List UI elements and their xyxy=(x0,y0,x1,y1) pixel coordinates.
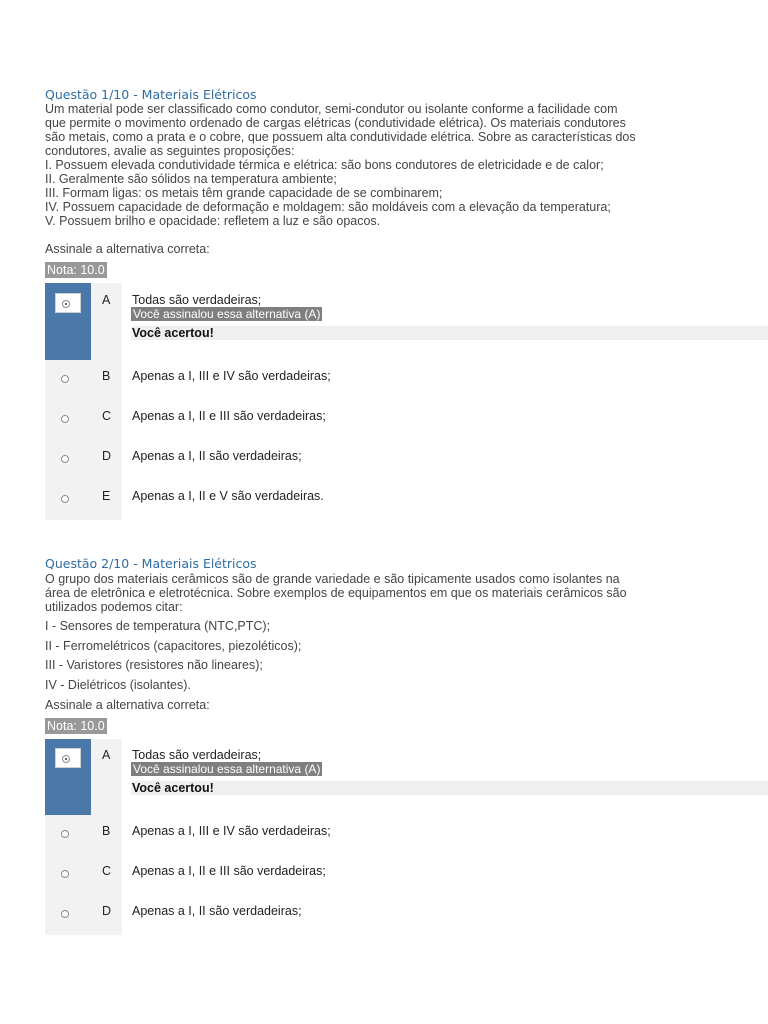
question-1-option-d-text[interactable]: Apenas a I, II são verdadeiras; xyxy=(132,449,302,463)
question-1-option-a-text[interactable]: Todas são verdadeiras; xyxy=(132,293,262,307)
radio-unchecked-icon xyxy=(61,870,69,878)
option-letter: D xyxy=(102,449,112,463)
question-2-selected-notice: Você assinalou essa alternativa (A) xyxy=(133,762,321,776)
question-2-grade-badge: Nota: 10.0 xyxy=(47,719,105,733)
question-1-option-e-radio[interactable] xyxy=(55,489,79,509)
option-letter: C xyxy=(102,409,112,423)
radio-checked-icon xyxy=(62,300,70,308)
option-letter: B xyxy=(102,824,111,838)
radio-unchecked-icon xyxy=(61,495,69,503)
question-2-statement xyxy=(45,572,665,614)
question-2-option-c-radio[interactable] xyxy=(55,864,79,884)
question-1-selected-notice: Você assinalou essa alternativa (A) xyxy=(133,307,321,321)
question-1-statement xyxy=(45,102,665,228)
question-2-item: III - Varistores (resistores não lineares); xyxy=(45,658,263,672)
option-letter: D xyxy=(102,904,112,918)
statement-line: são metais, como a prata e o cobre, que possuem alta condutividade elétrica. Sobre as características dos xyxy=(45,130,636,144)
statement-line: O grupo dos materiais cerâmicos são de grande variedade e são tipicamente usados como isolantes na xyxy=(45,572,620,586)
question-1-grade-badge: Nota: 10.0 xyxy=(47,263,105,277)
radio-unchecked-icon xyxy=(61,910,69,918)
radio-unchecked-icon xyxy=(61,375,69,383)
question-2-option-a-text[interactable]: Todas são verdadeiras; xyxy=(132,748,262,762)
question-2-title: Questão 2/10 - Materiais Elétricos xyxy=(45,556,257,571)
statement-line: condutores, avalie as seguintes proposições: xyxy=(45,144,295,158)
question-2-option-d-radio[interactable] xyxy=(55,904,79,924)
question-2-feedback: Você acertou! xyxy=(132,781,214,795)
question-2-prompt: Assinale a alternativa correta: xyxy=(45,698,210,712)
radio-unchecked-icon xyxy=(61,455,69,463)
statement-line: IV. Possuem capacidade de deformação e moldagem: são moldáveis com a elevação da temperatura; xyxy=(45,200,611,214)
question-1-option-c-radio[interactable] xyxy=(55,409,79,429)
question-1-option-b-radio[interactable] xyxy=(55,369,79,389)
statement-line: III. Formam ligas: os metais têm grande capacidade de se combinarem; xyxy=(45,186,443,200)
question-2-option-d-text[interactable]: Apenas a I, II são verdadeiras; xyxy=(132,904,302,918)
question-2-option-c-text[interactable]: Apenas a I, II e III são verdadeiras; xyxy=(132,864,326,878)
statement-line: que permite o movimento ordenado de cargas elétricas (condutividade elétrica). Os materiais condutores xyxy=(45,116,626,130)
question-1-option-d-radio[interactable] xyxy=(55,449,79,469)
radio-unchecked-icon xyxy=(61,830,69,838)
feedback-bar xyxy=(131,781,768,795)
question-2-option-b-radio[interactable] xyxy=(55,824,79,844)
question-1-option-e-text[interactable]: Apenas a I, II e V são verdadeiras. xyxy=(132,489,324,503)
statement-line: V. Possuem brilho e opacidade: refletem a luz e são opacos. xyxy=(45,214,381,228)
question-2-option-a-radio[interactable] xyxy=(55,748,81,768)
question-1-option-c-text[interactable]: Apenas a I, II e III são verdadeiras; xyxy=(132,409,326,423)
option-letter: E xyxy=(102,489,111,503)
radio-checked-icon xyxy=(62,755,70,763)
radio-unchecked-icon xyxy=(61,415,69,423)
statement-line: área de eletrônica e eletrotécnica. Sobre exemplos de equipamentos em que os materiais cerâmicos são xyxy=(45,586,627,600)
option-letter: B xyxy=(102,369,111,383)
option-letter: A xyxy=(102,293,111,307)
question-2-option-b-text[interactable]: Apenas a I, III e IV são verdadeiras; xyxy=(132,824,331,838)
statement-line: utilizados podemos citar: xyxy=(45,600,183,614)
statement-line: I. Possuem elevada condutividade térmica e elétrica: são bons condutores de eletricidade e de calor; xyxy=(45,158,604,172)
question-1-title: Questão 1/10 - Materiais Elétricos xyxy=(45,87,257,102)
question-1-prompt: Assinale a alternativa correta: xyxy=(45,242,210,256)
feedback-bar xyxy=(131,326,768,340)
question-2-item: IV - Dielétricos (isolantes). xyxy=(45,678,191,692)
option-letter: A xyxy=(102,748,111,762)
statement-line: II. Geralmente são sólidos na temperatura ambiente; xyxy=(45,172,337,186)
question-1-option-a-radio[interactable] xyxy=(55,293,81,313)
option-letter: C xyxy=(102,864,112,878)
question-1-option-b-text[interactable]: Apenas a I, III e IV são verdadeiras; xyxy=(132,369,331,383)
question-2-item: II - Ferromelétricos (capacitores, piezoléticos); xyxy=(45,639,302,653)
question-1-feedback: Você acertou! xyxy=(132,326,214,340)
statement-line: Um material pode ser classificado como condutor, semi-condutor ou isolante conforme a facilidade com xyxy=(45,102,618,116)
question-2-item: I - Sensores de temperatura (NTC,PTC); xyxy=(45,619,271,633)
